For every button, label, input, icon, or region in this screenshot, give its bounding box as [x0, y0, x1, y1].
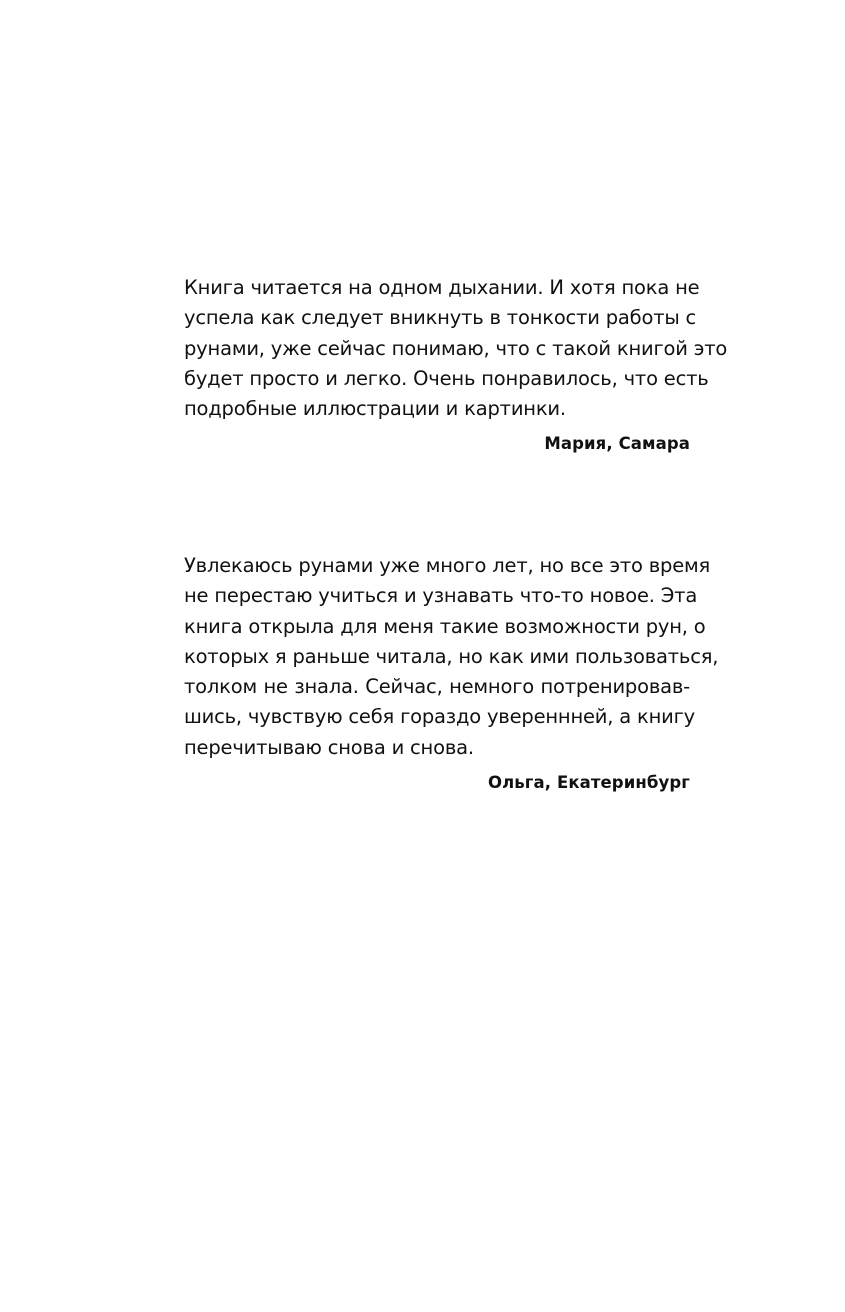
review-line: толком не знала. Сейчас, немного потренировав- — [184, 675, 690, 699]
review-line: перечитываю снова и снова. — [184, 735, 474, 759]
review-text — [184, 551, 719, 763]
review-line: не перестаю учиться и узнавать что-то новое. Эта — [184, 584, 698, 608]
review-author: Ольга, Екатеринбург — [487, 773, 690, 793]
review-line: Книга читается на одном дыхании. И хотя пока не — [184, 276, 700, 299]
review-line: будет просто и легко. Очень понравилось, что есть — [184, 366, 709, 390]
review-text — [184, 273, 728, 424]
review-line: Увлекаюсь рунами уже много лет, но все это время — [184, 554, 711, 577]
review-line: которых я раньше читала, но как ими пользоваться, — [184, 644, 719, 668]
review-line: рунами, уже сейчас понимаю, что с такой книгой это — [184, 336, 728, 360]
review-line: успела как следует вникнуть в тонкости работы с — [184, 306, 697, 330]
review-line: подробные иллюстрации и картинки. — [184, 397, 566, 421]
review-block — [184, 273, 728, 454]
review-line: шись, чувствую себя гораздо увереннней, а книгу — [184, 705, 696, 729]
review-block — [184, 551, 719, 793]
review-line: книга открыла для меня такие возможности рун, о — [184, 614, 706, 638]
review-author: Мария, Самара — [544, 434, 690, 454]
